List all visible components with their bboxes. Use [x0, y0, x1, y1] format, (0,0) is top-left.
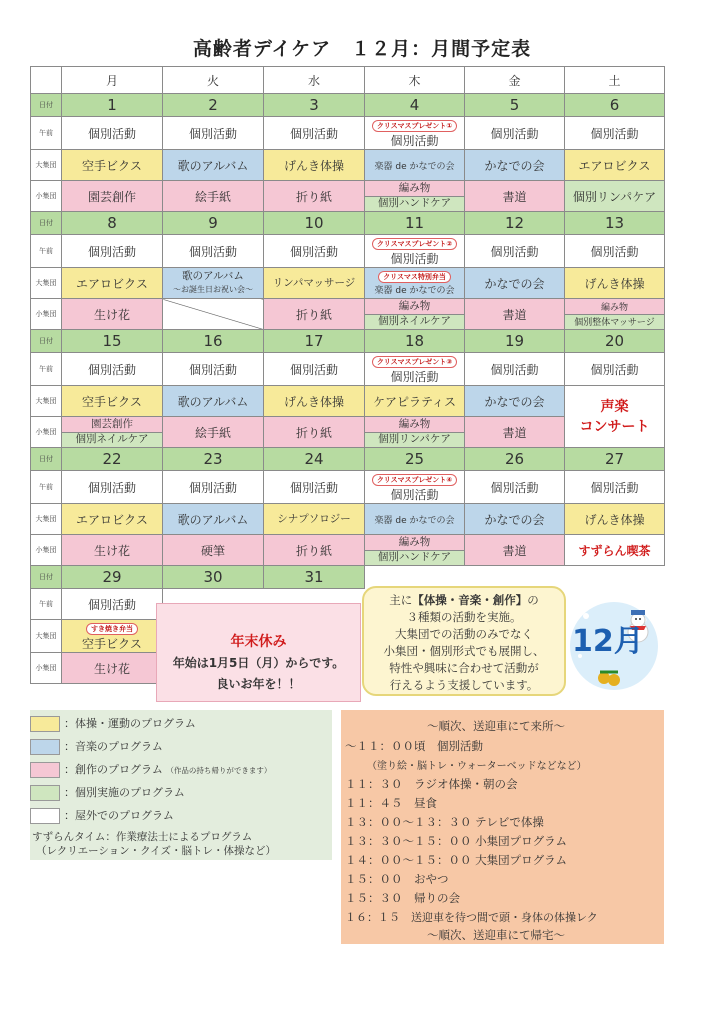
- activity-cell: 個別活動: [565, 235, 665, 268]
- activity-cell: 個別活動: [62, 235, 163, 268]
- date-cell: 3: [264, 94, 365, 117]
- activity-cell: 個別活動: [465, 471, 565, 504]
- schedule-row: ～１１：００頃 個別活動: [345, 739, 483, 753]
- daily-schedule-box: [341, 710, 664, 944]
- corner-cell: [31, 67, 62, 94]
- holiday-title: 年末休み: [230, 634, 287, 650]
- activity-cell: [365, 117, 465, 150]
- row-label-large: 大集団: [31, 268, 62, 299]
- date-cell: 30: [163, 566, 264, 589]
- legend-label: ：創作のプログラム: [64, 763, 163, 776]
- activity-cell: 個別活動: [465, 235, 565, 268]
- large-group-row: [31, 504, 665, 535]
- row-label-am: 午前: [31, 471, 62, 504]
- date-row: [31, 94, 665, 117]
- row-label-small: 小集団: [31, 299, 62, 330]
- activity-cell: 書道: [465, 299, 565, 330]
- activity-cell: 個別活動: [264, 235, 365, 268]
- suzuran-cafe-cell: すずらん喫茶: [565, 535, 665, 566]
- row-label-large: 大集団: [31, 386, 62, 417]
- legend-label: ：音楽のプログラム: [64, 740, 163, 753]
- date-cell: 22: [62, 448, 163, 471]
- row-label-small: 小集団: [31, 653, 62, 684]
- legend-item: [30, 715, 196, 732]
- activity-cell: 折り紙: [264, 299, 365, 330]
- activity-cell: 個別活動: [465, 117, 565, 150]
- date-cell: 15: [62, 330, 163, 353]
- activity-cell: エアロビクス: [62, 504, 163, 535]
- date-row: [31, 212, 665, 235]
- info-text: 主に: [389, 593, 413, 607]
- sukiyaki-bento-tag: すき焼き弁当: [86, 623, 138, 635]
- program-info-box: [362, 586, 566, 696]
- activity-cell: [365, 471, 465, 504]
- activity-text: 個別活動: [390, 370, 439, 384]
- date-cell: 2: [163, 94, 264, 117]
- activity-cell: 生け花: [62, 653, 163, 684]
- date-row: [31, 448, 665, 471]
- legend-item: [30, 807, 174, 824]
- activity-cell: 生け花: [62, 535, 163, 566]
- activity-cell: [365, 299, 465, 330]
- row-label-large: 大集団: [31, 620, 62, 653]
- row-label-am: 午前: [31, 589, 62, 620]
- date-cell: 31: [264, 566, 365, 589]
- legend-suzuran-note: （レクリエーション・クイズ・脳トレ・体操など）: [36, 845, 277, 857]
- legend-swatch: [30, 716, 60, 732]
- weekday-fri: 金: [465, 67, 565, 94]
- concert-line: コンサート: [579, 418, 650, 435]
- activity-cell: [163, 268, 264, 299]
- activity-cell: 個別活動: [264, 353, 365, 386]
- row-label-large: 大集団: [31, 504, 62, 535]
- legend-label: ：体操・運動のプログラム: [64, 717, 196, 730]
- activity-text: 個別ハンドケア: [365, 550, 464, 566]
- schedule-row: １３：３０～１５：００ 小集団プログラム: [345, 834, 568, 848]
- large-group-row: [31, 386, 665, 417]
- date-cell: 17: [264, 330, 365, 353]
- schedule-row: １１：３０ ラジオ体操・朝の会: [345, 777, 518, 791]
- activity-cell: シナプソロジー: [264, 504, 365, 535]
- activity-text: 園芸創作: [62, 417, 162, 432]
- activity-cell: げんき体操: [264, 150, 365, 181]
- date-row: [31, 330, 665, 353]
- activity-text: 空手ビクス: [82, 637, 142, 651]
- activity-text: 歌のアルバム: [182, 270, 244, 282]
- activity-text: 個別リンパケア: [365, 432, 464, 448]
- year-end-holiday-box: [156, 603, 361, 702]
- activity-text: 個別整体マッサージ: [565, 314, 664, 330]
- activity-cell: かなでの会: [465, 386, 565, 417]
- legend-swatch: [30, 739, 60, 755]
- christmas-present-tag: クリスマスプレゼント④: [372, 474, 457, 486]
- info-text: の: [527, 593, 539, 607]
- activity-cell: かなでの会: [465, 268, 565, 299]
- row-label-am: 午前: [31, 235, 62, 268]
- date-cell: 12: [465, 212, 565, 235]
- row-label-date: 日付: [31, 448, 62, 471]
- legend-note: （作品の持ち帰りができます）: [166, 766, 272, 775]
- activity-cell: ケアピラティス: [365, 386, 465, 417]
- concert-line: 声楽: [600, 398, 629, 415]
- legend-label: ：個別実施のプログラム: [64, 786, 185, 799]
- activity-cell: 絵手紙: [163, 181, 264, 212]
- activity-cell: 生け花: [62, 299, 163, 330]
- schedule-row: １４：００～１５：００ 大集団プログラム: [345, 853, 568, 867]
- activity-cell: 書道: [465, 181, 565, 212]
- activity-cell: 個別活動: [62, 471, 163, 504]
- activity-cell: 書道: [465, 417, 565, 448]
- date-cell: 1: [62, 94, 163, 117]
- activity-text: 個別活動: [390, 252, 439, 266]
- activity-cell: 園芸創作: [62, 181, 163, 212]
- date-cell: 26: [465, 448, 565, 471]
- info-text: 大集団での活動のみでなく: [395, 627, 533, 641]
- small-group-row: [31, 181, 665, 212]
- activity-cell: [365, 417, 465, 448]
- activity-text: 楽器 de かなでの会: [374, 285, 455, 296]
- monthly-calendar: [30, 66, 665, 684]
- activity-cell: 歌のアルバム: [163, 386, 264, 417]
- small-group-row: [31, 299, 665, 330]
- legend-item: [30, 738, 163, 755]
- row-label-small: 小集団: [31, 535, 62, 566]
- activity-text: 個別活動: [390, 488, 439, 502]
- christmas-present-tag: クリスマスプレゼント①: [372, 120, 457, 132]
- activity-cell: リンパマッサージ: [264, 268, 365, 299]
- activity-cell: 歌のアルバム: [163, 504, 264, 535]
- activity-cell: 個別活動: [264, 117, 365, 150]
- info-text: 小集団・個別形式でも展開し、: [383, 644, 545, 658]
- legend-box: [30, 710, 332, 860]
- row-label-am: 午前: [31, 117, 62, 150]
- activity-text: 編み物: [365, 535, 464, 550]
- row-label-date: 日付: [31, 330, 62, 353]
- activity-cell: 硬筆: [163, 535, 264, 566]
- schedule-foot: ～順次、送迎車にて帰宅～: [427, 928, 565, 942]
- activity-cell: 個別活動: [565, 117, 665, 150]
- legend-suzuran-note: すずらんタイム：作業療法士によるプログラム: [32, 831, 253, 843]
- am-row: [31, 353, 665, 386]
- christmas-present-tag: クリスマスプレゼント②: [372, 238, 457, 250]
- weekday-header-row: [31, 67, 665, 94]
- row-label-small: 小集団: [31, 417, 62, 448]
- activity-cell: 空手ビクス: [62, 150, 163, 181]
- am-row: [31, 117, 665, 150]
- date-cell: 27: [565, 448, 665, 471]
- row-label-large: 大集団: [31, 150, 62, 181]
- date-cell: 19: [465, 330, 565, 353]
- activity-cell: エアロビクス: [565, 150, 665, 181]
- legend-item: [30, 761, 271, 778]
- activity-cell: 楽器 de かなでの会: [365, 504, 465, 535]
- activity-cell: 個別活動: [163, 471, 264, 504]
- weekday-thu: 木: [365, 67, 465, 94]
- legend-label: ：屋外でのプログラム: [64, 809, 174, 822]
- legend-swatch: [30, 808, 60, 824]
- concert-cell: [565, 386, 665, 448]
- date-cell: 25: [365, 448, 465, 471]
- am-row: [31, 235, 665, 268]
- activity-cell: かなでの会: [465, 150, 565, 181]
- activity-cell: エアロビクス: [62, 268, 163, 299]
- activity-cell: [565, 299, 665, 330]
- activity-cell: 個別活動: [565, 353, 665, 386]
- activity-text: 個別ハンドケア: [365, 196, 464, 212]
- activity-cell: [62, 620, 163, 653]
- info-emphasis: 【体操・音楽・創作】: [412, 593, 528, 607]
- row-label-date: 日付: [31, 212, 62, 235]
- schedule-row: １３：００～１３：３０ テレビで体操: [345, 815, 544, 829]
- activity-cell: 個別活動: [62, 117, 163, 150]
- schedule-row: １１：４５ 昼食: [345, 796, 437, 810]
- info-text: ３種類の活動を実施。: [406, 610, 522, 624]
- am-row: [31, 471, 665, 504]
- date-cell: 18: [365, 330, 465, 353]
- special-bento-tag: クリスマス特別弁当: [378, 271, 451, 283]
- date-cell: 6: [565, 94, 665, 117]
- activity-cell: げんき体操: [565, 268, 665, 299]
- activity-cell: [365, 535, 465, 566]
- holiday-line: 良いお年を！！: [216, 677, 301, 691]
- row-label-date: 日付: [31, 94, 62, 117]
- activity-cell: 個別活動: [163, 117, 264, 150]
- date-cell: 8: [62, 212, 163, 235]
- row-label-small: 小集団: [31, 181, 62, 212]
- holiday-line: 年始は1月5日（月）からです。: [172, 656, 345, 670]
- legend-swatch: [30, 762, 60, 778]
- activity-text: 編み物: [365, 299, 464, 314]
- activity-cell: [365, 235, 465, 268]
- blank-cell: [565, 566, 665, 589]
- activity-text: 個別活動: [390, 134, 439, 148]
- small-group-row: [31, 535, 665, 566]
- activity-cell: げんき体操: [565, 504, 665, 535]
- activity-cell: かなでの会: [465, 504, 565, 535]
- schedule-head: ～順次、送迎車にて来所～: [427, 719, 565, 733]
- activity-cell: 折り紙: [264, 417, 365, 448]
- december-badge: [566, 596, 662, 692]
- activity-cell: げんき体操: [264, 386, 365, 417]
- page-title: 高齢者デイケア １２月：月間予定表: [192, 38, 532, 60]
- activity-cell: [62, 417, 163, 448]
- schedule-row: １５：３０ 帰りの会: [345, 891, 460, 905]
- date-cell: 10: [264, 212, 365, 235]
- row-label-am: 午前: [31, 353, 62, 386]
- activity-cell: 個別活動: [264, 471, 365, 504]
- activity-text: 個別ネイルケア: [365, 314, 464, 330]
- activity-cell: [365, 181, 465, 212]
- date-cell: 20: [565, 330, 665, 353]
- activity-cell: 個別活動: [163, 353, 264, 386]
- schedule-row: １５：００ おやつ: [345, 872, 449, 886]
- month-badge-text: 12月: [572, 624, 644, 659]
- activity-cell: 個別活動: [565, 471, 665, 504]
- large-group-row: [31, 150, 665, 181]
- weekday-wed: 水: [264, 67, 365, 94]
- date-cell: 29: [62, 566, 163, 589]
- info-text: 特性や興味に合わせて活動が: [389, 661, 539, 675]
- activity-cell: 空手ビクス: [62, 386, 163, 417]
- weekday-mon: 月: [62, 67, 163, 94]
- activity-text: 編み物: [365, 181, 464, 196]
- info-text: 行えるよう支援しています。: [389, 678, 539, 692]
- date-cell: 23: [163, 448, 264, 471]
- activity-cell: 個別活動: [62, 353, 163, 386]
- legend-swatch: [30, 785, 60, 801]
- date-cell: 11: [365, 212, 465, 235]
- birthday-note: ～お誕生日お祝い会～: [173, 285, 253, 294]
- activity-cell: 個別活動: [62, 589, 163, 620]
- weekday-tue: 火: [163, 67, 264, 94]
- date-cell: 13: [565, 212, 665, 235]
- schedule-row: （塗り絵・脳トレ・ウォーターベッドなどなど）: [367, 761, 587, 772]
- date-row: [31, 566, 665, 589]
- date-cell: 24: [264, 448, 365, 471]
- date-cell: 9: [163, 212, 264, 235]
- date-cell: 16: [163, 330, 264, 353]
- large-group-row: [31, 268, 665, 299]
- activity-cell: 書道: [465, 535, 565, 566]
- legend-item: [30, 784, 185, 801]
- activity-cell: 折り紙: [264, 181, 365, 212]
- activity-cell: 折り紙: [264, 535, 365, 566]
- christmas-present-tag: クリスマスプレゼント③: [372, 356, 457, 368]
- row-label-date: 日付: [31, 566, 62, 589]
- schedule-row: １６：１５ 送迎車を待つ間で頭・身体の体操レク: [345, 911, 598, 924]
- activity-cell: 個別リンパケア: [565, 181, 665, 212]
- activity-text: 個別ネイルケア: [62, 432, 162, 448]
- activity-cell: [365, 268, 465, 299]
- activity-cell: 絵手紙: [163, 417, 264, 448]
- activity-cell: 個別活動: [465, 353, 565, 386]
- activity-text: 編み物: [365, 417, 464, 432]
- date-cell: 5: [465, 94, 565, 117]
- activity-cell: 歌のアルバム: [163, 150, 264, 181]
- activity-text: 編み物: [565, 299, 664, 314]
- activity-cell: 個別活動: [163, 235, 264, 268]
- empty-slashed-cell: [163, 299, 264, 330]
- activity-cell: 楽器 de かなでの会: [365, 150, 465, 181]
- activity-cell: [365, 353, 465, 386]
- weekday-sat: 土: [565, 67, 665, 94]
- date-cell: 4: [365, 94, 465, 117]
